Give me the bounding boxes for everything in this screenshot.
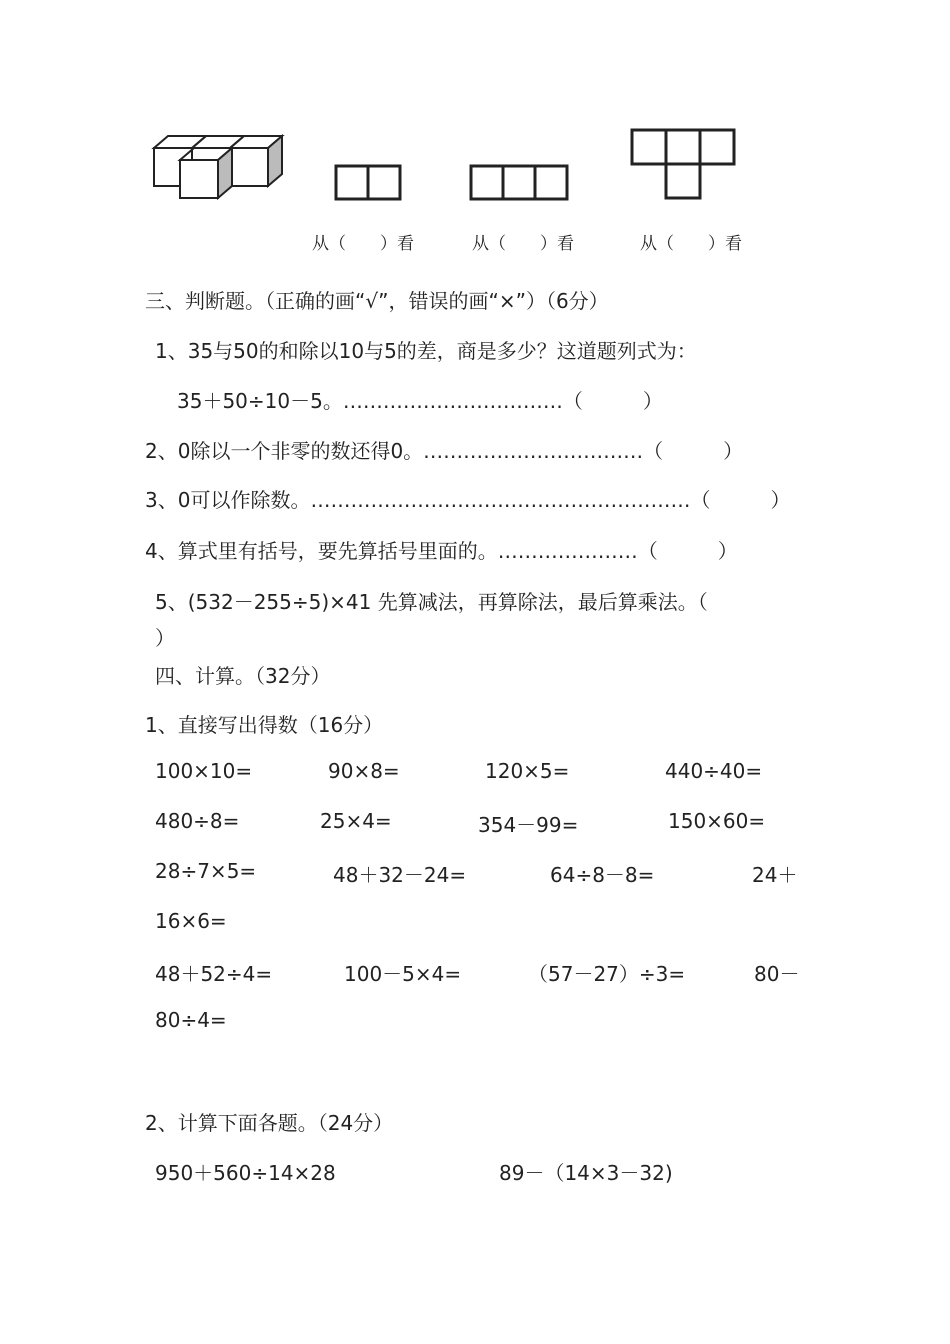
question-1-line2: 35＋50÷10－5。……………………………（ ） [177, 389, 663, 413]
calc-2-3: 354－99= [478, 813, 579, 837]
calc-2-4: 150×60= [668, 809, 766, 833]
calc-1-2: 90×8= [328, 759, 400, 783]
view-figure-t-shape [630, 128, 740, 202]
view-figure-three-squares [469, 164, 573, 202]
figure-caption-1: 从（ ）看 [312, 234, 414, 254]
part2-title: 2、计算下面各题。（24分） [145, 1111, 394, 1135]
calc-2-2: 25×4= [320, 809, 392, 833]
calc-3-4-cont: 16×6= [155, 909, 227, 933]
calc-1-3: 120×5= [485, 759, 570, 783]
part2-item-2: 89－（14×3－32) [499, 1161, 673, 1185]
section3-title: 三、判断题。（正确的画“√”，错误的画“×”）（6分） [145, 289, 609, 313]
calc-2-1: 480÷8= [155, 809, 240, 833]
calc-3-1: 28÷7×5= [155, 859, 257, 883]
question-5-line2: ） [155, 626, 175, 650]
figure-caption-2: 从（ ）看 [472, 234, 574, 254]
question-2: 2、0除以一个非零的数还得0。……………………………（ ） [145, 439, 744, 463]
calc-4-1: 48＋52÷4= [155, 962, 273, 986]
calc-1-4: 440÷40= [665, 759, 763, 783]
calc-4-2: 100－5×4= [344, 962, 462, 986]
question-4: 4、算式里有括号，要先算括号里面的。…………………（ ） [145, 539, 738, 563]
section4-title: 四、计算。（32分） [155, 664, 331, 688]
figure-caption-3: 从（ ）看 [640, 234, 742, 254]
calc-3-2: 48＋32－24= [333, 863, 467, 887]
view-figure-two-squares [334, 164, 404, 202]
calc-3-3: 64÷8－8= [550, 863, 655, 887]
calc-4-3: （57－27）÷3= [528, 962, 686, 986]
question-3: 3、0可以作除数。…………………………………………………（ ） [145, 488, 791, 512]
calc-1-1: 100×10= [155, 759, 253, 783]
calc-4-4: 80－ [754, 962, 800, 986]
part1-title: 1、直接写出得数（16分） [145, 713, 384, 737]
question-5-line1: 5、(532－255÷5)×41 先算减法，再算除法，最后算乘法。（ [155, 590, 708, 614]
calc-4-4-cont: 80÷4= [155, 1008, 227, 1032]
part2-item-1: 950＋560÷14×28 [155, 1161, 336, 1185]
question-1-line1: 1、35与50的和除以10与5的差，商是多少？这道题列式为： [155, 339, 697, 363]
cube-arrangement-figure [150, 130, 290, 205]
calc-3-4: 24＋ [752, 863, 798, 887]
